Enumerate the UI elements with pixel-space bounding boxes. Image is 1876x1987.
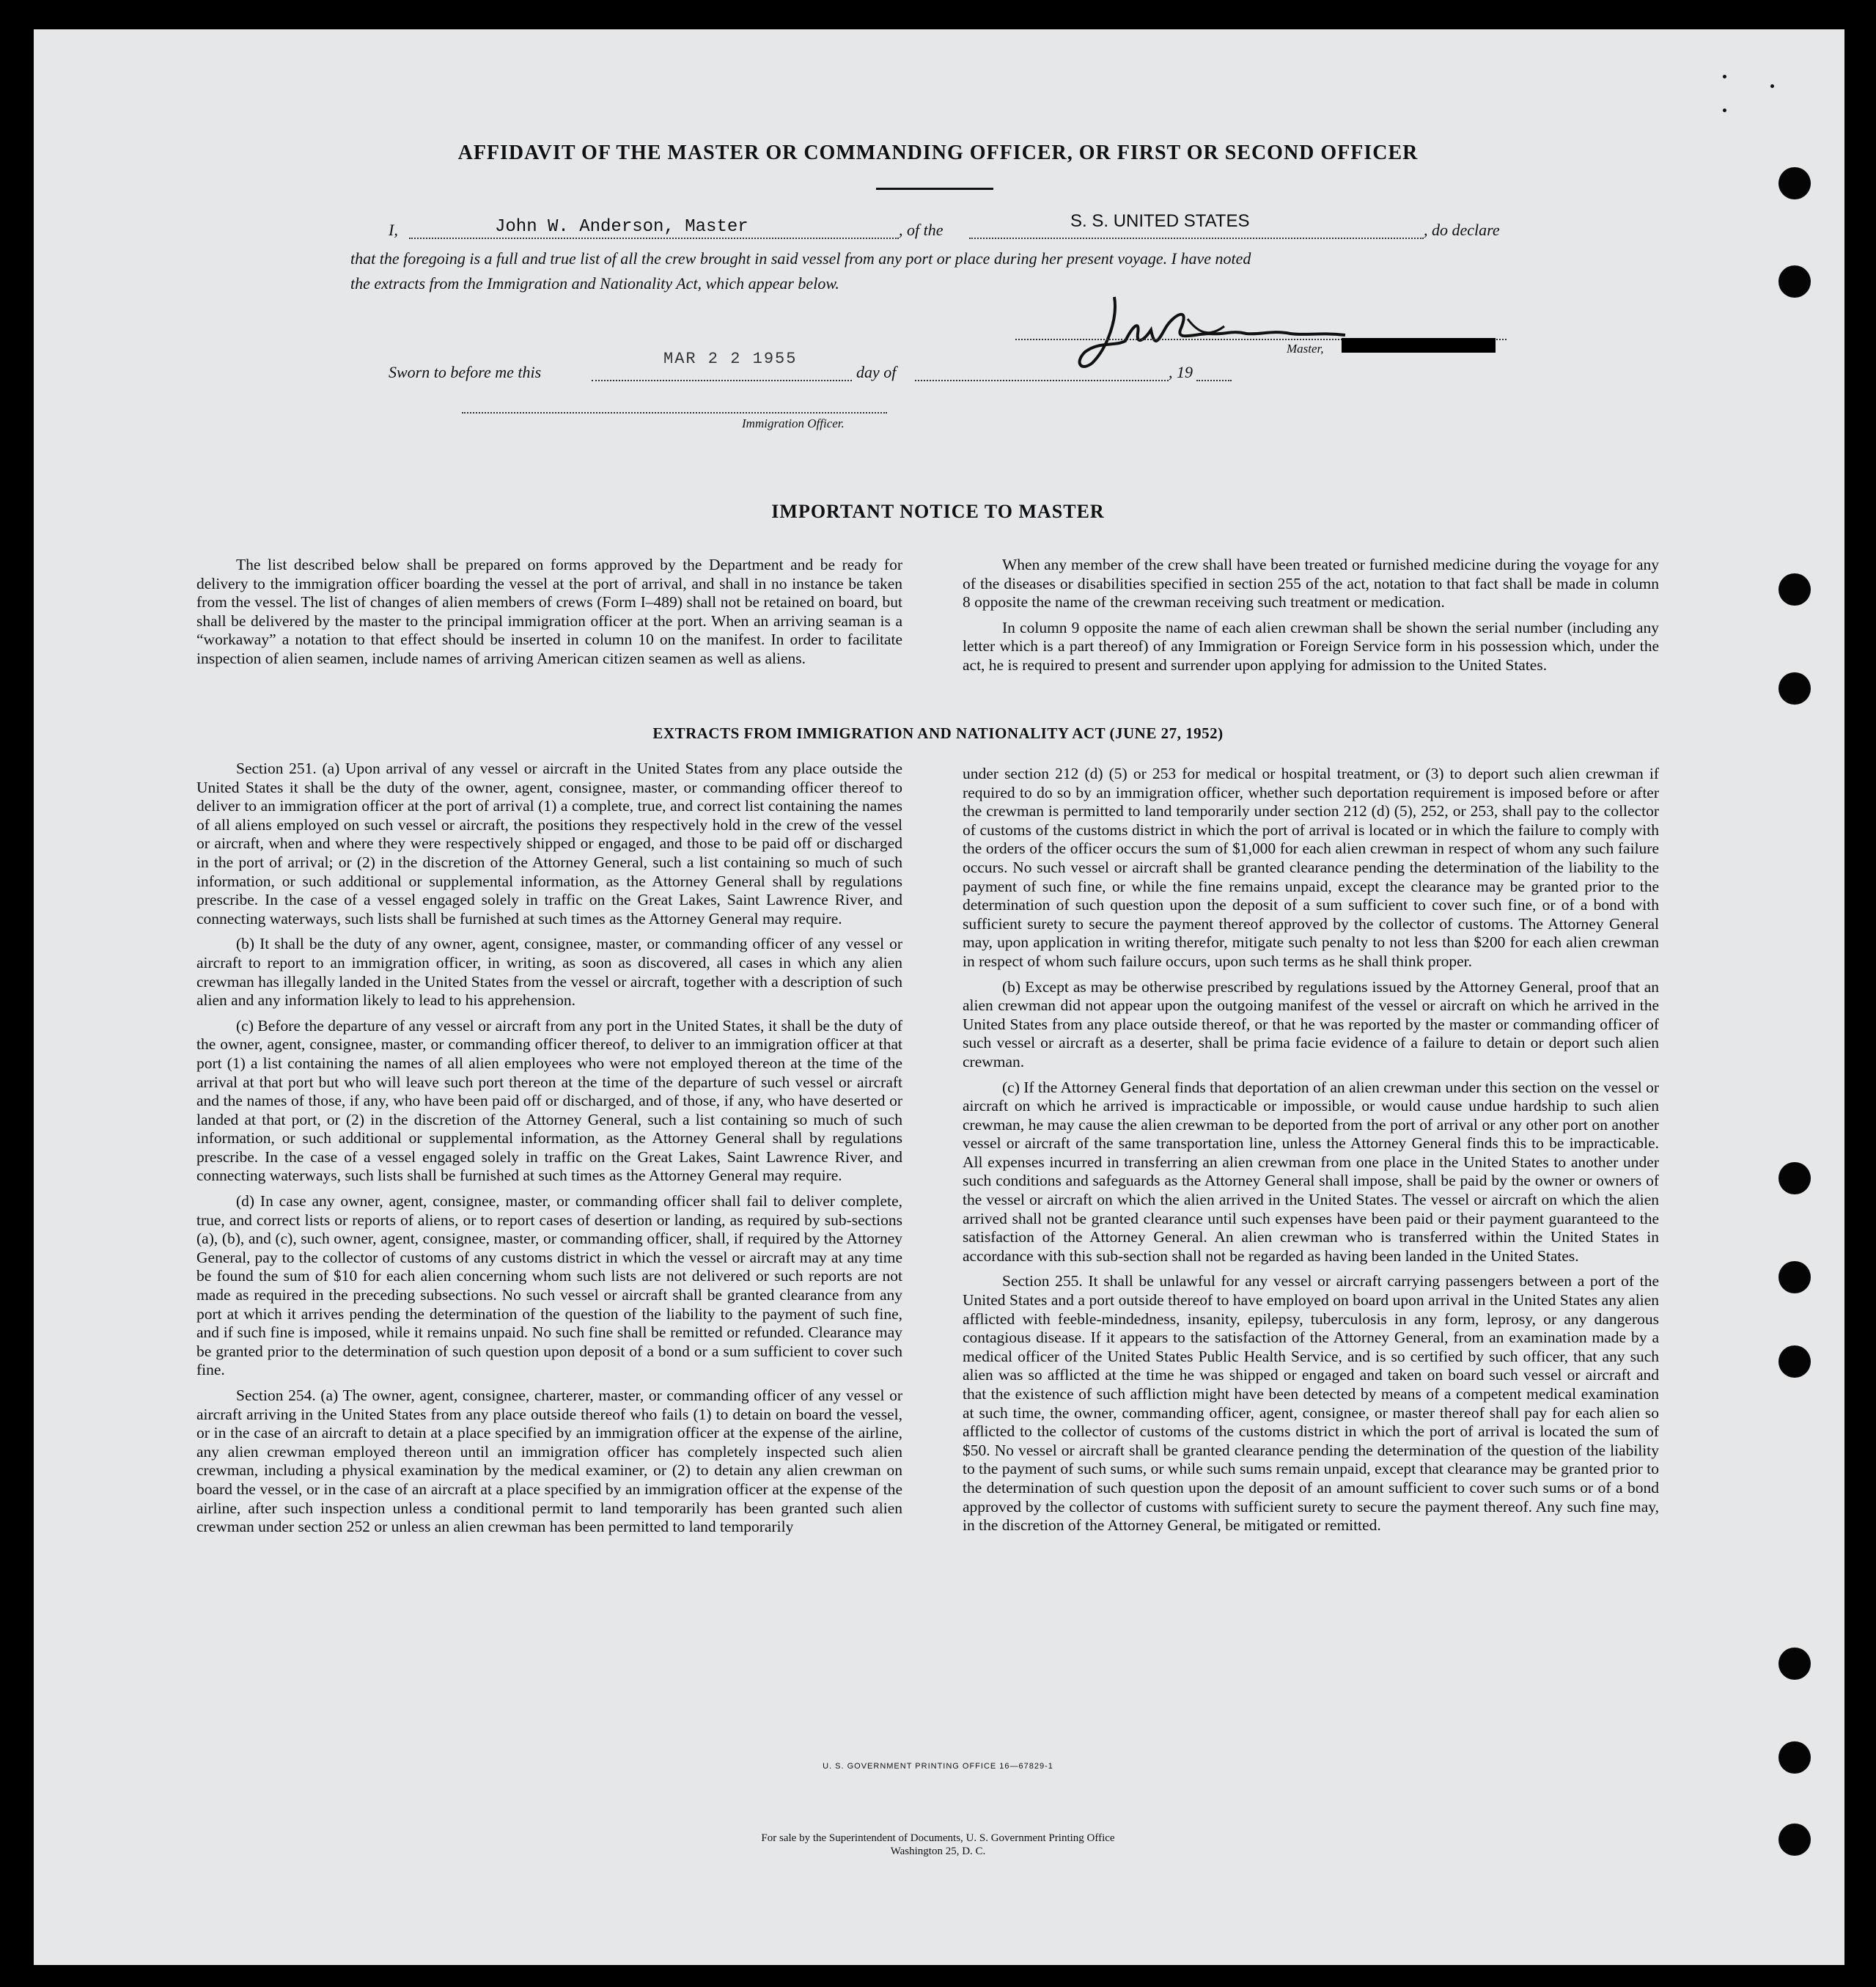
extract-paragraph: (b) It shall be the duty of any owner, agent, consignee, master, or commanding officer of any vessel or aircraft to report to an immigration officer, in writing, as soon as discovered, all cases in which any alien crewman has illegally landed in the United States from the vessel or aircraft, together with a description of such alien and any information likely to lead to his apprehension.: [196, 935, 902, 1010]
vessel-line: [969, 238, 1424, 239]
immigration-officer-label: Immigration Officer.: [742, 416, 845, 430]
month-line: [915, 380, 1169, 381]
punch-hole: [1778, 1648, 1811, 1680]
notice-left-column: [196, 556, 902, 675]
punch-hole: [1778, 265, 1811, 298]
extract-paragraph: (d) In case any owner, agent, consignee, master, or commanding officer shall fail to deliver complete, true, and correct lists or reports of aliens, or to report cases of desertion or landing, as required by sub-sections (a), (b), and (c), such owner, agent, consignee, master, or commanding officer, shall, if required by the Attorney General, pay to the collector of customs of any customs district in which the vessel or aircraft may at any time be found the sum of $10 for each alien concerning whom such lists are not delivered or such reports are not made as required in the preceding subsections. No such vessel or aircraft shall be granted clearance from any port at which it arrives pending the determination of the question of the liability to the payment of such fine, and if such fine is imposed, while it remains unpaid. No such fine shall be remitted or refunded. Clearance may be granted prior to the determination of such question upon deposit of a bond or a sum sufficient to cover such fine.: [196, 1192, 902, 1379]
extracts-left-column: [196, 760, 902, 1543]
name-line: [409, 238, 899, 239]
sale-notice: [0, 1832, 1876, 1858]
speck: [1723, 109, 1726, 112]
notice-paragraph: The list described below shall be prepared on forms approved by the Department and be ready for delivery to the immigration officer boarding the vessel at the port of arrival, and shall in no instance be taken from the vessel. The list of changes of alien members of crews (Form I–489) shall not be retained on board, but shall be delivered by the master to the principal immigration officer at the port. When an arriving seaman is a “workaway” a notation to that effect should be inserted in column 10 on the manifest. In order to facilitate inspection of alien seamen, include names of arriving American citizen seamen as well as aliens.: [196, 556, 902, 667]
extract-paragraph: (c) If the Attorney General finds that deportation of an alien crewman under this section on the vessel or aircraft on which he arrived is impracticable or impossible, or would cause undue hardship to such alien crewman, he may cause the alien crewman to be deported from the port of arrival or any other port on another vessel or aircraft of the same transportation line, unless the Attorney General finds this to be impracticable. All expenses incurred in transferring an alien crewman from one place in the United States to another under such conditions and safeguards as the Attorney General shall impose, shall be paid by the owner or owners of the vessel or aircraft on which the alien arrived in the United States. The vessel or aircraft on which the alien arrived shall not be granted clearance until such expenses have been paid or their payment guaranteed to the satisfaction of the Attorney General. An alien crewman who is transferred within the United States in accordance with this sub-section shall not be regarded as having been landed in the United States.: [963, 1078, 1659, 1265]
sworn-label: Sworn to before me this: [389, 363, 542, 381]
officer-signature-line: [462, 412, 887, 414]
punch-hole: [1778, 1345, 1811, 1378]
vessel-name-field[interactable]: S. S. UNITED STATES: [1070, 211, 1250, 231]
master-label: Master,: [1287, 342, 1324, 356]
do-declare-label: , do declare: [1424, 221, 1500, 239]
notice-right-column: [963, 556, 1659, 682]
punch-hole: [1778, 1162, 1811, 1194]
punch-hole: [1778, 167, 1811, 199]
extract-paragraph-continued: under section 212 (d) (5) or 253 for medical or hospital treatment, or (3) to deport such alien crewman if required to do so by an immigration officer, whether such deportation requirement is imposed before or after the crewman is permitted to land temporarily under section 212 (d) (5), 252, or 253, shall pay to the collector of customs of the customs district in which the port of arrival is located or in which the failure to comply with the orders of the officer occurs the sum of $1,000 for each alien crewman in respect of whom any such failure occurs. No such vessel or aircraft shall be granted clearance pending the determination of the liability to the payment of such fine, or while the fine remains unpaid, except the clearance may be granted prior to the determination of such question upon the deposit of a sum sufficient to cover such fine, or of a bond with sufficient surety to secure the payment thereof approved by the collector of customs. The Attorney General may, upon application in writing therefor, mitigate such penalty to not less than $200 for each alien crewman in respect of whom such failure occurs, upon such terms as he shall think proper.: [963, 765, 1659, 970]
punch-hole: [1778, 573, 1811, 606]
redaction-bar: [1342, 338, 1496, 353]
extract-paragraph: Section 255. It shall be unlawful for any vessel or aircraft carrying passengers between a port of the United States and a port outside thereof to have employed on board upon arrival in the United States any alien afflicted with feeble-mindedness, insanity, epilepsy, tuberculosis in any form, leprosy, or any dangerous contagious disease. If it appears to the satisfaction of the Attorney General, from an examination made by a medical officer of the United States Public Health Service, and is so certified by such officer, that any such alien was so afflicted at the time he was shipped or engaged and taken on board such vessel or aircraft and that the existence of such affliction might have been detected by means of a competent medical examination at such time, the owner, commanding officer, agent, consignee, or master thereof shall pay for each alien so afflicted to the collector of customs of the customs district in which the port of arrival is located the sum of $50. No vessel or aircraft shall be granted clearance pending the determination of the question of the liability to the payment of such sums, or while such sums remain unpaid, except that clearance may be granted prior to the determination of such question upon the deposit of an amount sufficient to cover such sums or of a bond approved by the collector of customs with sufficient surety to secure the payment thereof. Any such fine may, in the discretion of the Attorney General, be mitigated or remitted.: [963, 1272, 1659, 1535]
extract-paragraph: (b) Except as may be otherwise prescribed by regulations issued by the Attorney General, proof that an alien crewman did not appear upon the outgoing manifest of the vessel or aircraft on which he arrived in the United States from any place outside thereof, or that he was reported by the master or commanding officer of such vessel or aircraft as a deserter, shall be prima facie evidence of a failure to detain or deport such alien crewman.: [963, 977, 1659, 1070]
affidavit-title: AFFIDAVIT OF THE MASTER OR COMMANDING OFFICER, OR FIRST OR SECOND OFFICER: [457, 142, 1419, 164]
master-name-field[interactable]: John W. Anderson, Master: [495, 217, 748, 237]
title-rule: [876, 188, 993, 190]
day-of-label: day of: [856, 363, 897, 381]
prefix-i: I,: [389, 221, 398, 239]
extracts-right-column: [963, 765, 1659, 1542]
year-label: , 19: [1169, 363, 1193, 381]
punch-hole: [1778, 1261, 1811, 1293]
declaration-line-2: that the foregoing is a full and true list of all the crew brought in said vessel from any port or place during her present voyage. I have noted: [350, 249, 1251, 268]
declaration-line-3: the extracts from the Immigration and Nationality Act, which appear below.: [350, 274, 839, 293]
extract-paragraph: Section 254. (a) The owner, agent, consignee, charterer, master, or commanding officer of any vessel or aircraft arriving in the United States from any place outside thereof who fails (1) to detain on board the vessel, or in the case of an aircraft to detain at a place specified by an immigration officer at the expense of the airline, any alien crewman employed thereon until an immigration officer has completely inspected such alien crewman, including a physical examination by the medical examiner, or (2) to detain any alien crewman on board the vessel, or in the case of an aircraft at a place specified by an immigration officer at the expense of the airline, after such inspection unless a conditional permit to land temporarily has been granted such alien crewman under section 252 or unless an alien crewman has been permitted to land temporarily: [196, 1387, 902, 1536]
speck: [1770, 84, 1774, 88]
notice-paragraph: When any member of the crew shall have been treated or furnished medicine during the voyage for any of the diseases or disabilities specified in section 255 of the act, notation to that fact shall be made in column 8 opposite the name of the crewman receiving such treatment or medication.: [963, 556, 1659, 611]
extract-paragraph: Section 251. (a) Upon arrival of any vessel or aircraft in the United States from any place outside the United States it shall be the duty of the owner, agent, consignee, master, or commanding officer thereof to deliver to an immigration officer at the port of arrival (1) a complete, true, and correct list containing the names of all aliens employed on such vessel or aircraft, the positions they respectively hold in the crew of the vessel or aircraft, when and where they were respectively shipped or engaged, and those to be paid off or discharged in the port of arrival; or (2) in the discretion of the Attorney General, such a list containing so much of such information, or such additional or supplemental information, as the Attorney General shall by regulations prescribe. In the case of a vessel engaged solely in traffic on the Great Lakes, Saint Lawrence River, and connecting waterways, such lists shall be furnished at such times as the Attorney General may require.: [196, 760, 902, 928]
date-stamp: MAR 2 2 1955: [663, 350, 798, 368]
notice-paragraph: In column 9 opposite the name of each alien crewman shall be shown the serial number (including any letter which is a part thereof) of any Immigration or Foreign Service form in his possession which, under the act, he is required to present and surrender upon applying for admission to the United States.: [963, 618, 1659, 674]
extracts-title: EXTRACTS FROM IMMIGRATION AND NATIONALITY ACT (JUNE 27, 1952): [652, 724, 1224, 742]
of-the-label: , of the: [899, 221, 943, 239]
speck: [1723, 75, 1726, 78]
sale-line-2: Washington 25, D. C.: [890, 1845, 986, 1857]
gpo-imprint: U. S. GOVERNMENT PRINTING OFFICE 16—67829-1: [823, 1762, 1053, 1771]
sworn-day-line: [592, 380, 852, 381]
notice-title: IMPORTANT NOTICE TO MASTER: [771, 501, 1105, 522]
extract-paragraph: (c) Before the departure of any vessel or aircraft from any port in the United States, it shall be the duty of the owner, agent, consignee, master, or commanding officer thereof, to deliver to an immigration officer at that port (1) a list containing the names of all alien employees who were not employed thereon at the time of the arrival at that port but who will leave such port thereon at the time of the departure of such vessel or aircraft and the names of those, if any, who have been paid off or discharged, and of those, if any, who have deserted or landed at that port, or (2) in the discretion of the Attorney General, such a list containing so much of such information, or such additional or supplemental information, as the Attorney General shall by regulations prescribe. In the case of a vessel engaged solely in traffic on the Great Lakes, Saint Lawrence River, and connecting waterways, such lists shall be furnished at such times as the Attorney General may require.: [196, 1016, 902, 1185]
sale-line-1: For sale by the Superintendent of Documents, U. S. Government Printing Office: [761, 1832, 1115, 1844]
master-signature: [1070, 290, 1356, 378]
punch-hole: [1778, 672, 1811, 705]
year-line: [1196, 380, 1232, 381]
